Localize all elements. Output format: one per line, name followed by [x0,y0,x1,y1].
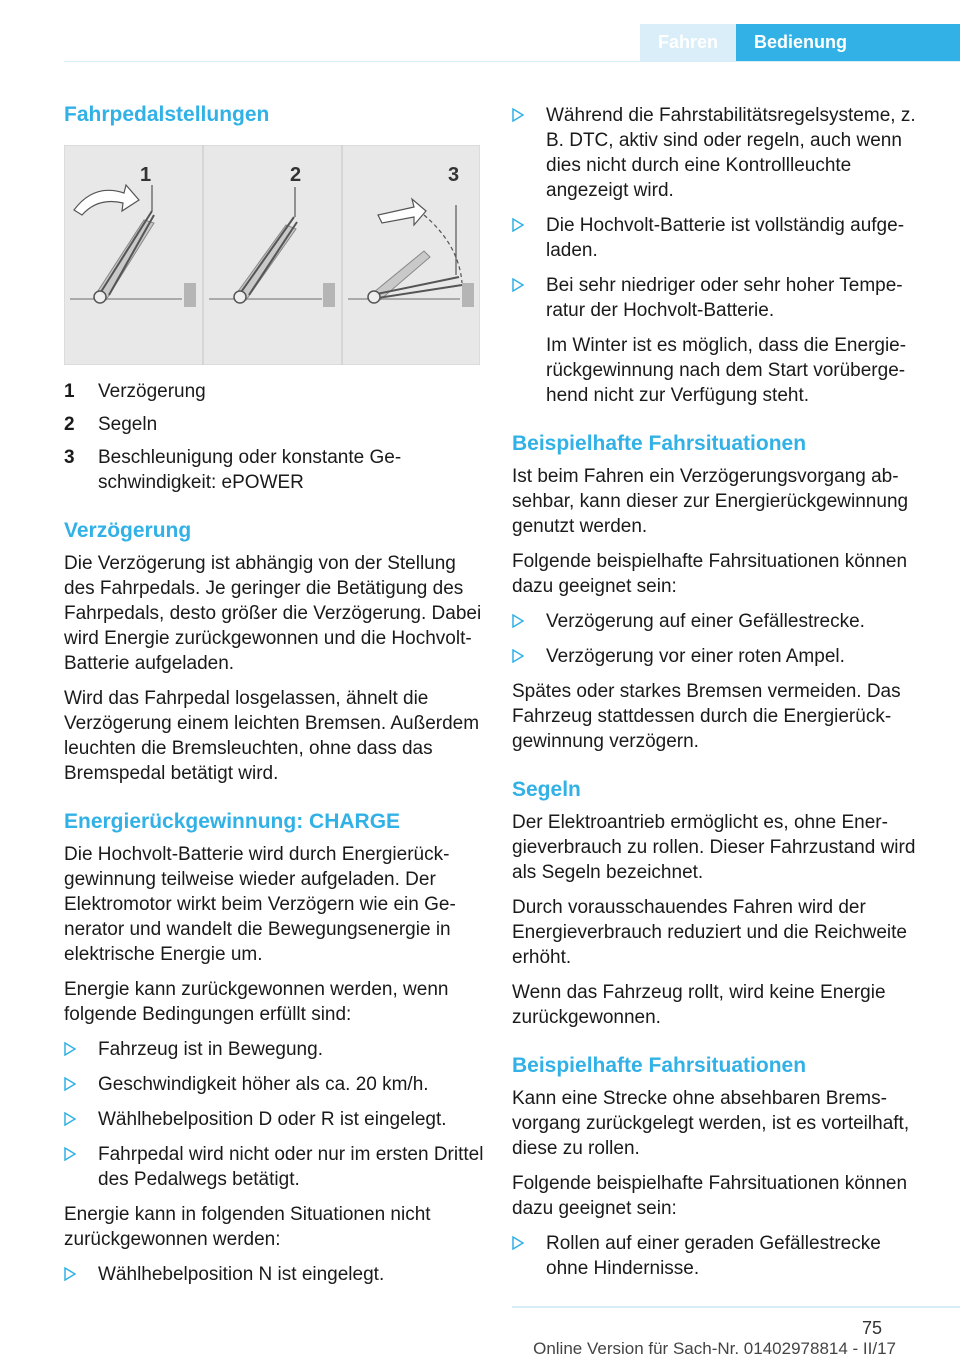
list-item [64,1142,484,1192]
paragraph: Der Elektroantrieb ermöglicht es, ohne Energieverbrauch zu rollen. Dieser Fahrzustand wird als Segeln bezeichnet. [512,812,916,883]
list-item-text: Während die Fahrstabilitätsregelsysteme, z. B. DTC, aktiv sind oder regeln, auch wenn dies nicht durch eine Kontrollleuchte angezeigt wird. [546,105,916,201]
triangle-bullet-icon [512,218,524,232]
paragraph: Wird das Fahrpedal losgelassen, ähnelt die Verzögerung einem leichten Bremsen. Außerdem leuchten die Bremsleuchten, ohne dass das Bremspedal betätigt wird. [64,688,480,784]
paragraph: Die Verzögerung ist abhängig von der Stellung des Fahrpedals. Je geringer die Betätigung des Fahrpedals, desto größer die Verzögerung. Dabei wird Energie zurückgewonnen und die Hochvolt-Batterie aufgeladen. [64,553,482,674]
list-item [512,1231,928,1281]
paragraph: Wenn das Fahrzeug rollt, wird keine Energie zurückgewonnen. [512,982,886,1028]
legend-number: 3 [64,447,75,468]
list-item [64,1262,484,1287]
paragraph: Energie kann zurückgewonnen werden, wenn folgende Bedingungen erfüllt sind: [64,979,449,1025]
section-title-segeln: Segeln [512,778,581,801]
legend-text: Segeln [98,414,158,435]
list-item-text: Verzögerung auf einer Gefällestrecke. [546,611,865,632]
triangle-bullet-icon [64,1042,76,1056]
list-item [512,213,928,263]
paragraph: Spätes oder starkes Bremsen vermeiden. Das Fahrzeug stattdessen durch die Energierückgewinnung verzögern. [512,681,901,752]
footer-rule [512,1306,960,1308]
triangle-bullet-icon [512,614,524,628]
paragraph: Ist beim Fahren ein Verzögerungsvorgang absehbar, kann dieser zur Energierückgewinnung genutzt werden. [512,466,909,537]
paragraph: Folgende beispielhafte Fahrsituationen können dazu geeignet sein: [512,1173,908,1219]
right-column [512,103,928,1291]
left-column [64,100,484,1297]
triangle-bullet-icon [64,1112,76,1126]
list-item-text: Fahrpedal wird nicht oder nur im ersten Drittel des Pedalwegs betätigt. [98,1144,484,1190]
triangle-bullet-icon [64,1267,76,1281]
list-item-text: Fahrzeug ist in Bewegung. [98,1039,323,1060]
list-item-text: Rollen auf einer geraden Gefällestrecke ohne Hindernisse. [546,1233,881,1279]
list-item-note: Im Winter ist es möglich, dass die Energierückgewinnung nach dem Start vorübergehend nicht zur Verfügung steht. [546,335,907,406]
list-item [512,609,928,634]
list-item [64,1107,484,1132]
paragraph: Energie kann in folgenden Situationen nicht zurückgewonnen werden: [64,1204,431,1250]
section-title-fahrpedalstellungen: Fahrpedalstellungen [64,103,270,126]
triangle-bullet-icon [512,108,524,122]
triangle-bullet-icon [512,278,524,292]
legend-item-3 [64,445,484,495]
triangle-bullet-icon [64,1147,76,1161]
list-item-text: Verzögerung vor einer roten Ampel. [546,646,845,667]
section-title-beispielhafte-fahrsituationen-2: Beispielhafte Fahrsituationen [512,1054,807,1077]
header-tab-bedienung: Bedienung [736,24,960,61]
paragraph: Durch vorausschauendes Fahren wird der Energieverbrauch reduziert und die Reichweite erhöht. [512,897,908,968]
header-rule [64,61,960,62]
section-title-beispielhafte-fahrsituationen: Beispielhafte Fahrsituationen [512,432,807,455]
figure-label-3: 3 [448,164,460,186]
list-item [64,1037,484,1062]
triangle-bullet-icon [64,1077,76,1091]
list-item-text: Die Hochvolt-Batterie ist vollständig aufgeladen. [546,215,905,261]
list-item [512,273,928,323]
legend-number: 1 [64,381,75,402]
legend-text: Verzögerung [98,381,206,402]
legend-item-2 [64,412,484,437]
list-item-text: Wählhebelposition D oder R ist eingelegt. [98,1109,447,1130]
header-tab-fahren: Fahren [640,24,736,61]
online-version-note: Online Version für Sach-Nr. 01402978814 - II/17 [533,1339,896,1358]
page-number: 75 [862,1318,883,1338]
list-item-text: Geschwindigkeit höher als ca. 20 km/h. [98,1074,429,1095]
figure-label-2: 2 [290,164,302,186]
list-item [64,1072,484,1097]
list-item-text: Bei sehr niedriger oder sehr hoher Temperatur der Hochvolt-Batterie. [546,275,903,321]
legend-text: Beschleunigung oder konstante Geschwindigkeit: ePOWER [98,447,402,493]
section-title-charge: Energierückgewinnung: CHARGE [64,810,401,833]
list-item [512,644,928,669]
paragraph: Die Hochvolt-Batterie wird durch Energierückgewinnung teilweise wieder aufgeladen. Der Elektromotor wirkt beim Verzögern wie ein Generator und wandelt die Bewegungsenergie in elektrische Energie um. [64,844,456,965]
list-item [512,103,928,203]
pedal-positions-figure [64,145,480,365]
list-item-text: Wählhebelposition N ist eingelegt. [98,1264,385,1285]
figure-label-1: 1 [140,164,152,186]
legend-number: 2 [64,414,75,435]
paragraph: Folgende beispielhafte Fahrsituationen können dazu geeignet sein: [512,551,908,597]
triangle-bullet-icon [512,649,524,663]
paragraph: Kann eine Strecke ohne absehbaren Bremsvorgang zurückgelegt werden, ist es vorteilhaft, diese zu rollen. [512,1088,910,1159]
legend-item-1 [64,379,484,404]
triangle-bullet-icon [512,1236,524,1250]
section-title-verzoegerung: Verzögerung [64,519,192,542]
